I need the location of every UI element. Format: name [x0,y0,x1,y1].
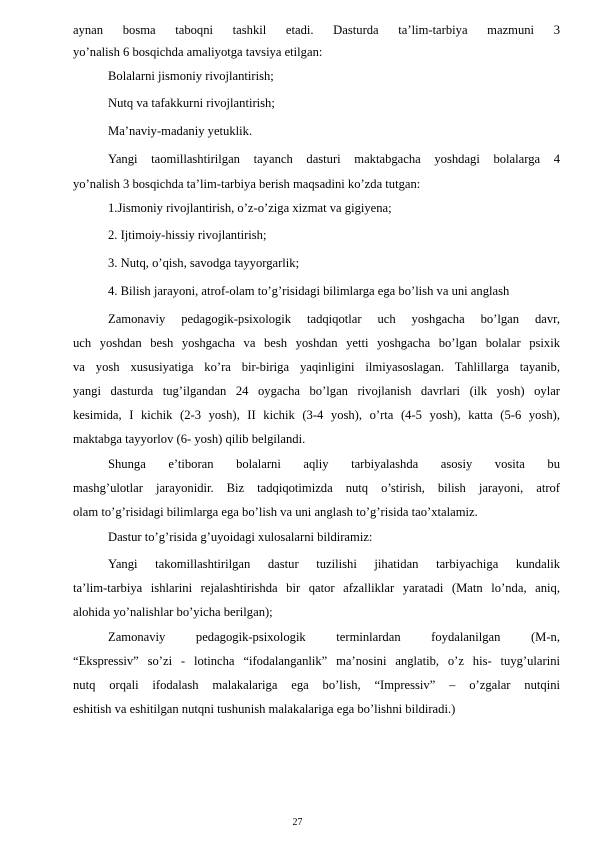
text-line: yo’nalish 6 bosqichda amaliyotga tavsiya etilgan: [73,45,323,59]
text-line: Bolalarni jismoniy rivojlantirish; [108,69,274,83]
text-line: Nutq va tafakkurni rivojlantirish; [108,96,275,110]
page-number: 27 [292,817,303,828]
text-line: Zamonaviy pedagogik-psixologik terminlardan foydalanilgan (M-n, [108,630,560,644]
text-line: 4. Bilish jarayoni, atrof-olam to’g’risidagi bilimlarga ega bo’lish va uni anglash [108,284,510,298]
text-line: olam to’g’risidagi bilimlarga ega bo’lish va uni anglash to’g’risida tao’xtalamiz. [73,505,478,519]
text-line: 1.Jismoniy rivojlantirish, o’z-o’ziga xizmat va gigiyena; [108,201,392,215]
text-line: Yangi takomillashtirilgan dastur tuzilishi jihatidan tarbiyachiga kundalik [108,557,560,571]
text-line: 2. Ijtimoiy-hissiy rivojlantirish; [108,228,267,242]
text-line: alohida yo’nalishlar bo’yicha berilgan); [73,605,273,619]
text-line: yangi dasturda tug’ilgandan 24 oygacha bo’lgan rivojlanish davrlari (ilk yosh) oylar [73,384,560,398]
text-line: mashg’ulotlar jarayonidir. Biz tadqiqotimizda nutq o’stirish, bilish jarayoni, atrof [73,481,560,495]
text-line: Yangi taomillashtirilgan tayanch dasturi maktabgacha yoshdagi bolalarga 4 [108,152,560,166]
text-line: yo’nalish 3 bosqichda ta’lim-tarbiya berish maqsadini ko’zda tutgan: [73,177,421,191]
text-line: eshitish va eshitilgan nutqni tushunish malakalariga ega bo’lishni bildiradi.) [73,702,456,716]
text-line: uch yoshdan besh yoshgacha va besh yoshdan yetti yoshgacha bo’lgan bolalar psixik [73,336,560,350]
text-line: kesimida, I kichik (2-3 yosh), II kichik (3-4 yosh), o’rta (4-5 yosh), katta (5-6 yosh), [73,408,560,422]
text-line: “Ekspressiv” so’zi - lotincha “ifodalanganlik” ma’nosini anglatib, o’z his- tuyg’ularini [73,654,560,668]
text-line: va yosh xususiyatiga ko’ra bir-biriga yaqinligini ilmiyasoslagan. Tahlillarga tayanib, [73,360,560,374]
text-line: Shunga e’tiboran bolalarni aqliy tarbiyalashda asosiy vosita bu [108,457,560,471]
text-line: Dastur to’g’risida g’uyoidagi xulosalarni bildiramiz: [108,530,373,544]
text-line: maktabga tayyorlov (6- yosh) qilib belgilandi. [73,432,306,446]
text-line: nutq orqali ifodalash malakalariga ega bo’lish, “Impressiv” – o’zgalar nutqini [73,678,560,692]
text-line: ta’lim-tarbiya ishlarini rejalashtirishda bir qator afzalliklar yaratadi (Matn lo’nda, aniq, [73,581,560,595]
text-line: aynan bosma taboqni tashkil etadi. Dasturda ta’lim-tarbiya mazmuni 3 [73,23,560,37]
text-line: Zamonaviy pedagogik-psixologik tadqiqotlar uch yoshgacha bo’lgan davr, [108,312,560,326]
text-line: Ma’naviy-madaniy yetuklik. [108,124,253,138]
text-line: 3. Nutq, o’qish, savodga tayyorgarlik; [108,256,300,270]
